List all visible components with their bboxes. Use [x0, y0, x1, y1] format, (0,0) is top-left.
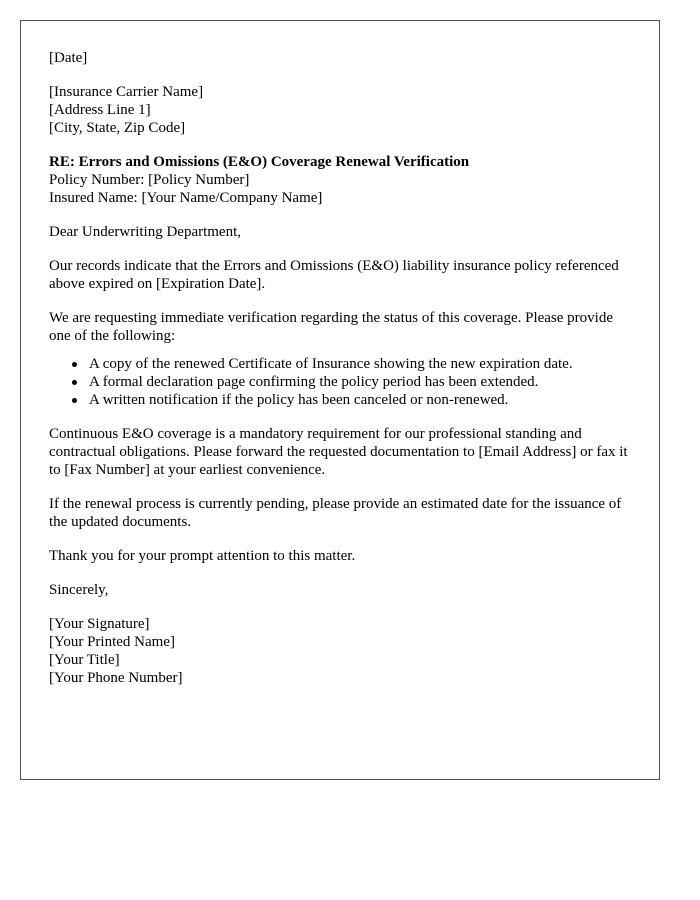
- bullet-icon: [72, 380, 77, 385]
- date-block: [49, 49, 634, 67]
- recipient-address-line1: [Address Line 1]: [49, 102, 151, 118]
- list-item-text: A written notification if the policy has been canceled or non-renewed.: [89, 392, 509, 408]
- requested-items-list: [49, 355, 634, 409]
- list-item-text: A formal declaration page confirming the policy period has been extended.: [89, 374, 539, 390]
- subject-block: [49, 153, 634, 207]
- paragraph-request: We are requesting immediate verification regarding the status of this coverage. Please provide one of the following:: [49, 310, 614, 344]
- signer-title: [Your Title]: [49, 652, 120, 668]
- list-item: [89, 373, 634, 391]
- paragraph-thanks: Thank you for your prompt attention to this matter.: [49, 548, 356, 564]
- printed-name: [Your Printed Name]: [49, 634, 175, 650]
- bullet-icon: [72, 398, 77, 403]
- signature-line: [Your Signature]: [49, 616, 150, 632]
- closing: Sincerely,: [49, 582, 109, 598]
- recipient-name: [Insurance Carrier Name]: [49, 84, 204, 100]
- list-item-text: A copy of the renewed Certificate of Insurance showing the new expiration date.: [89, 356, 573, 372]
- paragraph-expiration: Our records indicate that the Errors and Omissions (E&O) liability insurance policy referenced above expired on [Expiration Date].: [49, 258, 619, 292]
- paragraph-pending: If the renewal process is currently pending, please provide an estimated date for the issuance of the updated documents.: [49, 496, 622, 530]
- salutation: Dear Underwriting Department,: [49, 224, 242, 240]
- paragraph-requirement: Continuous E&O coverage is a mandatory requirement for our professional standing and contractual obligations. Please forward the requested documentation to [Email Address] or fax it to [Fax Number] at your earliest convenience.: [49, 426, 628, 478]
- bullet-icon: [72, 362, 77, 367]
- list-item: [89, 391, 634, 409]
- letter-page: [20, 20, 660, 780]
- policy-number: Policy Number: [Policy Number]: [49, 172, 250, 188]
- recipient-city-state-zip: [City, State, Zip Code]: [49, 120, 186, 136]
- list-item: [89, 355, 634, 373]
- signature-block: [49, 615, 634, 687]
- letter-body: [49, 49, 634, 703]
- insured-name: Insured Name: [Your Name/Company Name]: [49, 190, 323, 206]
- subject-line: RE: Errors and Omissions (E&O) Coverage Renewal Verification: [49, 154, 470, 170]
- letter-date: [Date]: [49, 50, 88, 66]
- signer-phone: [Your Phone Number]: [49, 670, 183, 686]
- recipient-address: [49, 83, 634, 137]
